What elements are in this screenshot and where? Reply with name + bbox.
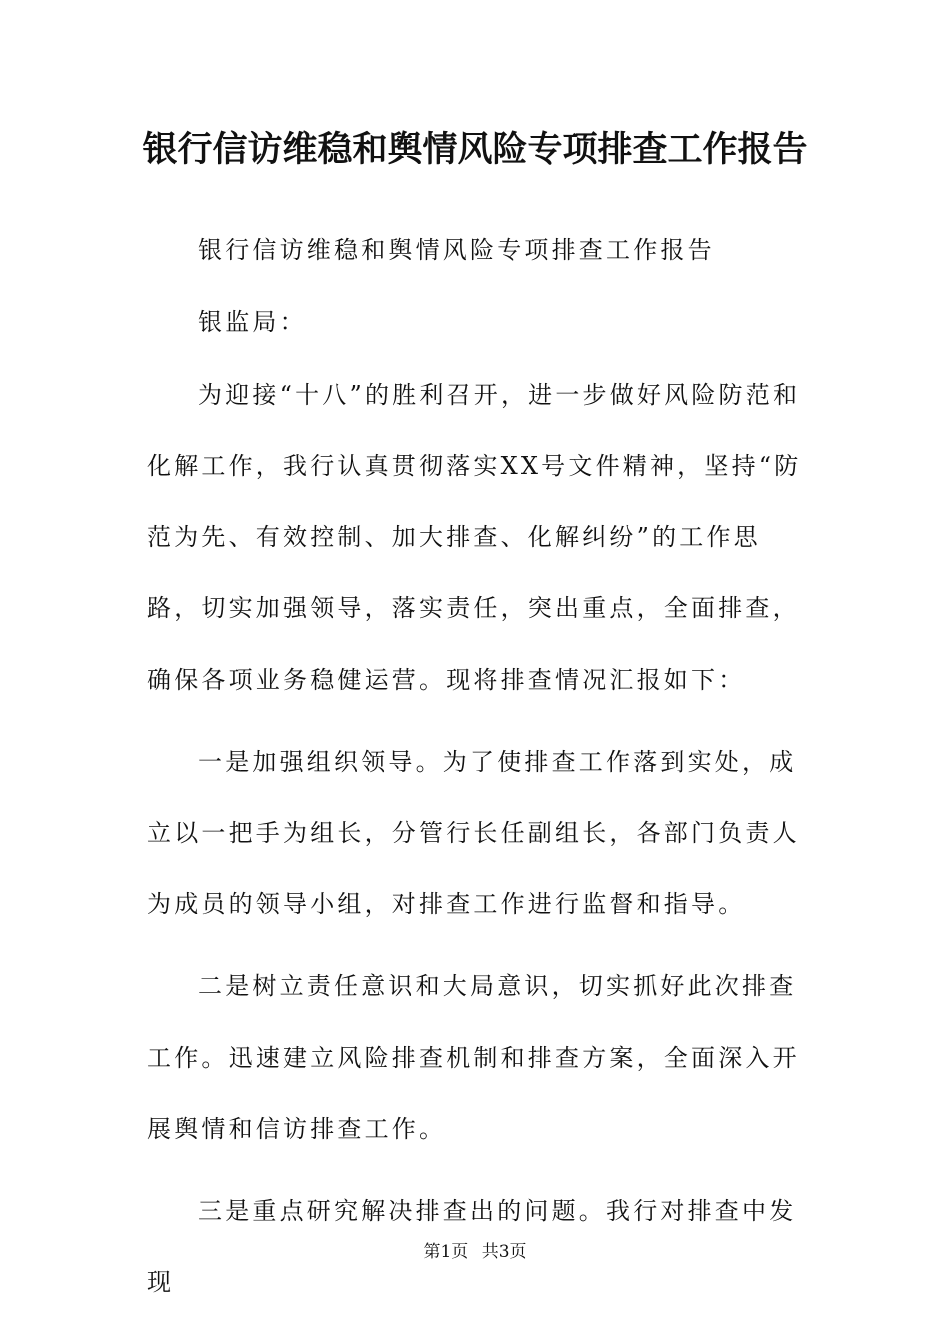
paragraph-intro: 为迎接“十八”的胜利召开，进一步做好风险防范和化解工作，我行认真贯彻落实XX号文件精神，坚持“防范为先、有效控制、加大排查、化解纠纷”的工作思路，切实加强领导，落实责任，突出重点，全面排查，确保各项业务稳健运营。现将排查情况汇报如下： [147,380,802,694]
paragraph-point-three: 三是重点研究解决排查出的问题。我行对排查中发现 [147,1197,797,1297]
document-body [147,227,807,1341]
document-subtitle: 银行信访维稳和舆情风险专项排查工作报告 [198,236,715,264]
paragraph-point-two: 二是树立责任意识和大局意识，切实抓好此次排查工作。迅速建立风险排查机制和排查方案，全面深入开展舆情和信访排查工作。 [147,972,800,1143]
salutation: 银监局： [198,308,307,337]
page-number: 第1页 [423,1242,469,1262]
document-title: 银行信访维稳和舆情风险专项排查工作报告 [142,129,808,170]
page-footer [0,1240,950,1264]
page-total: 共3页 [481,1242,527,1262]
paragraph-point-one: 一是加强组织领导。为了使排查工作落到实处，成立以一把手为组长，分管行长任副组长，各部门负责人为成员的领导小组，对排查工作进行监督和指导。 [147,747,800,919]
